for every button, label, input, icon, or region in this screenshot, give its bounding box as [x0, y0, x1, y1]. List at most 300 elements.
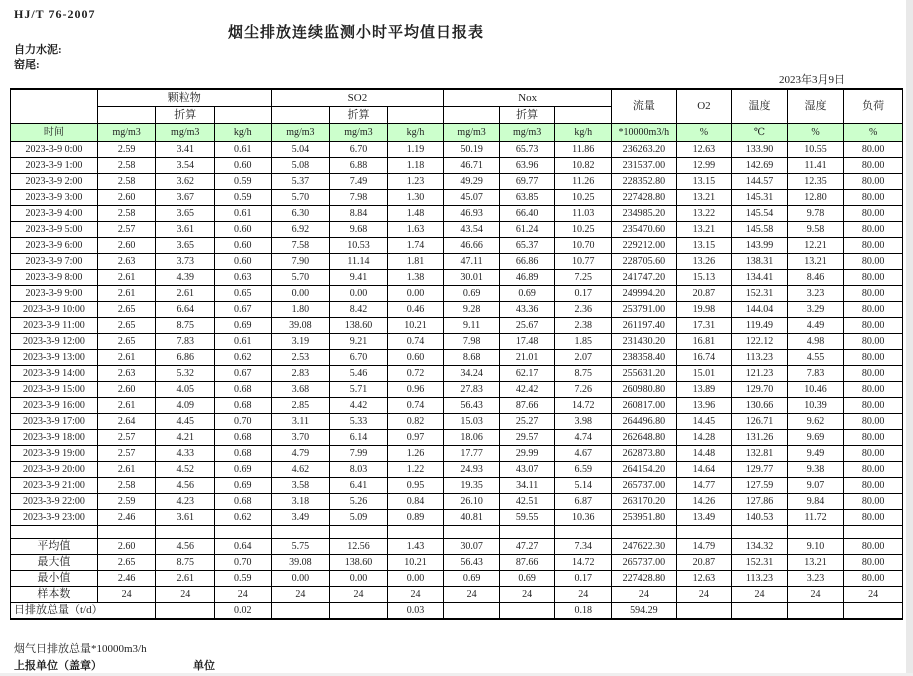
value-cell: 80.00	[844, 190, 903, 206]
table-row	[11, 478, 903, 494]
footer-unit-label: 单位	[193, 660, 215, 672]
value-cell: 3.61	[156, 510, 215, 526]
blank-cell	[444, 526, 500, 539]
daily-total-row	[11, 603, 903, 620]
value-cell: 47.27	[499, 539, 555, 555]
value-cell: 3.58	[271, 478, 330, 494]
table-row	[11, 318, 903, 334]
value-cell: 2.57	[97, 430, 156, 446]
value-cell: 9.07	[787, 478, 844, 494]
value-cell: 6.86	[156, 350, 215, 366]
table-row	[11, 430, 903, 446]
value-cell: 25.67	[499, 318, 555, 334]
value-cell: 61.24	[499, 222, 555, 238]
blank-cell	[555, 526, 612, 539]
blank-cell	[612, 526, 677, 539]
value-cell: 231430.20	[612, 334, 677, 350]
value-cell: 9.41	[330, 270, 388, 286]
time-cell: 2023-3-9 2:00	[11, 174, 98, 190]
value-cell: 80.00	[844, 302, 903, 318]
table-row	[11, 494, 903, 510]
value-cell: 13.49	[676, 510, 732, 526]
value-cell: 8.84	[330, 206, 388, 222]
value-cell: 10.53	[330, 238, 388, 254]
value-cell: 144.57	[732, 174, 788, 190]
unit-header-cell: %	[676, 124, 732, 142]
value-cell: 1.63	[387, 222, 444, 238]
value-cell: 249994.20	[612, 286, 677, 302]
value-cell: 4.45	[156, 414, 215, 430]
value-cell: 2.38	[555, 318, 612, 334]
time-cell: 2023-3-9 7:00	[11, 254, 98, 270]
time-cell: 2023-3-9 12:00	[11, 334, 98, 350]
time-cell: 2023-3-9 10:00	[11, 302, 98, 318]
value-cell: 19.98	[676, 302, 732, 318]
value-cell: 0.60	[215, 238, 272, 254]
value-cell: 113.23	[732, 571, 788, 587]
value-cell: 9.49	[787, 446, 844, 462]
value-cell: 5.08	[271, 158, 330, 174]
value-cell: 262648.80	[612, 430, 677, 446]
value-cell: 2.63	[97, 366, 156, 382]
unit-header-cell: mg/m3	[97, 124, 156, 142]
value-cell: 13.96	[676, 398, 732, 414]
value-cell: 0.69	[444, 286, 500, 302]
value-cell: 2.58	[97, 158, 156, 174]
value-cell: 62.17	[499, 366, 555, 382]
value-cell: 47.11	[444, 254, 500, 270]
value-cell: 0.82	[387, 414, 444, 430]
value-cell: 2.59	[97, 142, 156, 158]
value-cell: 15.01	[676, 366, 732, 382]
standard-code: HJ/T 76-2007	[14, 7, 96, 21]
blank-cell	[555, 107, 612, 124]
value-cell: 7.25	[555, 270, 612, 286]
value-cell: 63.85	[499, 190, 555, 206]
value-cell: 8.42	[330, 302, 388, 318]
report-date: 2023年3月9日	[779, 74, 845, 86]
table-row	[11, 286, 903, 302]
value-cell: 80.00	[844, 174, 903, 190]
value-cell: 253791.00	[612, 302, 677, 318]
table-row	[11, 334, 903, 350]
value-cell: 10.21	[387, 555, 444, 571]
value-cell: 20.87	[676, 286, 732, 302]
value-cell: 80.00	[844, 414, 903, 430]
value-cell: 0.63	[215, 270, 272, 286]
value-cell: 24	[732, 587, 788, 603]
value-cell: 4.62	[271, 462, 330, 478]
value-cell: 2.65	[97, 555, 156, 571]
value-cell: 0.61	[215, 206, 272, 222]
value-cell: 26.10	[444, 494, 500, 510]
value-cell: 13.21	[676, 190, 732, 206]
value-cell: 6.92	[271, 222, 330, 238]
value-cell: 80.00	[844, 366, 903, 382]
value-cell: 113.23	[732, 350, 788, 366]
table-row	[11, 206, 903, 222]
value-cell: 80.00	[844, 318, 903, 334]
value-cell: 87.66	[499, 398, 555, 414]
value-cell: 2.61	[97, 270, 156, 286]
value-cell: 14.26	[676, 494, 732, 510]
time-cell: 2023-3-9 21:00	[11, 478, 98, 494]
value-cell: 24.93	[444, 462, 500, 478]
blank-cell	[444, 107, 500, 124]
value-cell: 29.99	[499, 446, 555, 462]
time-cell: 2023-3-9 4:00	[11, 206, 98, 222]
time-cell: 2023-3-9 18:00	[11, 430, 98, 446]
value-cell: 4.23	[156, 494, 215, 510]
table-row	[11, 158, 903, 174]
value-cell: 0.17	[555, 571, 612, 587]
value-cell: 0.59	[215, 190, 272, 206]
value-cell: 4.33	[156, 446, 215, 462]
value-cell: 56.43	[444, 398, 500, 414]
blank-cell	[787, 526, 844, 539]
value-cell: 30.01	[444, 270, 500, 286]
value-cell	[156, 603, 215, 620]
value-cell: 9.84	[787, 494, 844, 510]
value-cell	[271, 603, 330, 620]
value-cell: 8.68	[444, 350, 500, 366]
value-cell: 2.64	[97, 414, 156, 430]
blank-cell	[499, 526, 555, 539]
time-cell: 2023-3-9 17:00	[11, 414, 98, 430]
value-cell: 0.69	[444, 571, 500, 587]
value-cell: 130.66	[732, 398, 788, 414]
value-cell: 11.41	[787, 158, 844, 174]
value-cell: 46.93	[444, 206, 500, 222]
value-cell: 0.84	[387, 494, 444, 510]
value-cell: 265737.00	[612, 478, 677, 494]
table-row	[11, 238, 903, 254]
value-cell: 10.55	[787, 142, 844, 158]
value-cell: 10.77	[555, 254, 612, 270]
value-cell: 1.48	[387, 206, 444, 222]
value-cell: 1.18	[387, 158, 444, 174]
value-cell: 30.07	[444, 539, 500, 555]
value-cell: 0.00	[330, 286, 388, 302]
value-cell: 7.83	[787, 366, 844, 382]
report-table	[10, 88, 903, 620]
table-row	[11, 174, 903, 190]
value-cell: 121.23	[732, 366, 788, 382]
value-cell: 126.71	[732, 414, 788, 430]
group-flow: 流量	[612, 89, 677, 124]
value-cell: 2.61	[156, 286, 215, 302]
time-cell: 2023-3-9 13:00	[11, 350, 98, 366]
time-cell: 2023-3-9 1:00	[11, 158, 98, 174]
value-cell: 0.67	[215, 366, 272, 382]
table-row	[11, 190, 903, 206]
value-cell: 0.74	[387, 398, 444, 414]
value-cell: 0.68	[215, 446, 272, 462]
value-cell: 142.69	[732, 158, 788, 174]
value-cell: 1.38	[387, 270, 444, 286]
value-cell: 24	[844, 587, 903, 603]
time-header-spacer	[11, 89, 98, 124]
unit-header-cell: mg/m3	[499, 124, 555, 142]
value-cell: 0.00	[271, 571, 330, 587]
value-cell: 24	[555, 587, 612, 603]
value-cell: 1.80	[271, 302, 330, 318]
time-cell: 2023-3-9 3:00	[11, 190, 98, 206]
value-cell: 2.83	[271, 366, 330, 382]
value-cell: 9.38	[787, 462, 844, 478]
header-units-row	[11, 124, 903, 142]
value-cell: 264154.20	[612, 462, 677, 478]
value-cell: 129.77	[732, 462, 788, 478]
page-right-edge	[906, 0, 913, 676]
value-cell: 39.08	[271, 555, 330, 571]
value-cell: 0.97	[387, 430, 444, 446]
value-cell: 5.37	[271, 174, 330, 190]
value-cell: 265737.00	[612, 555, 677, 571]
value-cell: 6.14	[330, 430, 388, 446]
blank-cell	[215, 526, 272, 539]
value-cell: 3.41	[156, 142, 215, 158]
value-cell: 43.07	[499, 462, 555, 478]
value-cell: 9.62	[787, 414, 844, 430]
value-cell: 3.65	[156, 238, 215, 254]
value-cell: 7.99	[330, 446, 388, 462]
blank-cell	[732, 526, 788, 539]
value-cell: 2.85	[271, 398, 330, 414]
value-cell: 127.59	[732, 478, 788, 494]
value-cell: 87.66	[499, 555, 555, 571]
unit-header-cell: %	[787, 124, 844, 142]
value-cell: 0.96	[387, 382, 444, 398]
value-cell: 11.14	[330, 254, 388, 270]
value-cell: 152.31	[732, 286, 788, 302]
value-cell: 80.00	[844, 254, 903, 270]
value-cell: 247622.30	[612, 539, 677, 555]
value-cell: 2.58	[97, 174, 156, 190]
value-cell: 11.03	[555, 206, 612, 222]
value-cell: 3.65	[156, 206, 215, 222]
value-cell: 2.60	[97, 382, 156, 398]
group-temperature: 温度	[732, 89, 788, 124]
value-cell: 56.43	[444, 555, 500, 571]
value-cell: 5.04	[271, 142, 330, 158]
value-cell: 4.49	[787, 318, 844, 334]
value-cell: 0.69	[215, 462, 272, 478]
unit-header-cell: ℃	[732, 124, 788, 142]
value-cell: 261197.40	[612, 318, 677, 334]
value-cell: 2.61	[97, 462, 156, 478]
value-cell: 12.63	[676, 571, 732, 587]
value-cell: 21.01	[499, 350, 555, 366]
value-cell: 3.68	[271, 382, 330, 398]
value-cell: 145.31	[732, 190, 788, 206]
value-cell: 12.35	[787, 174, 844, 190]
value-cell: 10.25	[555, 222, 612, 238]
value-cell: 24	[156, 587, 215, 603]
blank-cell	[97, 107, 156, 124]
blank-cell	[97, 526, 156, 539]
table-row	[11, 446, 903, 462]
value-cell: 80.00	[844, 350, 903, 366]
value-cell: 4.79	[271, 446, 330, 462]
value-cell: 0.68	[215, 430, 272, 446]
value-cell: 140.53	[732, 510, 788, 526]
value-cell: 138.60	[330, 555, 388, 571]
value-cell: 2.59	[97, 494, 156, 510]
value-cell: 80.00	[844, 238, 903, 254]
unit-header-cell: *10000m3/h	[612, 124, 677, 142]
value-cell: 16.74	[676, 350, 732, 366]
value-cell: 6.88	[330, 158, 388, 174]
value-cell: 80.00	[844, 398, 903, 414]
group-so2: SO2	[271, 89, 444, 107]
value-cell: 10.39	[787, 398, 844, 414]
value-cell: 80.00	[844, 142, 903, 158]
value-cell: 34.11	[499, 478, 555, 494]
value-cell: 17.31	[676, 318, 732, 334]
value-cell: 0.61	[215, 334, 272, 350]
value-cell: 9.28	[444, 302, 500, 318]
group-load: 负荷	[844, 89, 903, 124]
table-row	[11, 382, 903, 398]
value-cell: 1.23	[387, 174, 444, 190]
time-cell: 2023-3-9 9:00	[11, 286, 98, 302]
value-cell: 0.69	[215, 318, 272, 334]
value-cell: 3.98	[555, 414, 612, 430]
value-cell: 594.29	[612, 603, 677, 620]
value-cell: 0.18	[555, 603, 612, 620]
value-cell: 80.00	[844, 462, 903, 478]
value-cell: 122.12	[732, 334, 788, 350]
value-cell: 7.49	[330, 174, 388, 190]
value-cell	[732, 603, 788, 620]
value-cell: 132.81	[732, 446, 788, 462]
value-cell: 24	[444, 587, 500, 603]
value-cell: 0.69	[215, 478, 272, 494]
value-cell: 15.03	[444, 414, 500, 430]
blank-cell	[387, 107, 444, 124]
converted-label-so2: 折算	[330, 107, 388, 124]
value-cell: 24	[97, 587, 156, 603]
value-cell: 80.00	[844, 334, 903, 350]
value-cell: 24	[676, 587, 732, 603]
value-cell: 16.81	[676, 334, 732, 350]
value-cell: 19.35	[444, 478, 500, 494]
value-cell: 12.63	[676, 142, 732, 158]
value-cell	[330, 603, 388, 620]
value-cell: 24	[215, 587, 272, 603]
value-cell: 236263.20	[612, 142, 677, 158]
unit-header-cell: mg/m3	[156, 124, 215, 142]
value-cell: 0.46	[387, 302, 444, 318]
value-cell: 144.04	[732, 302, 788, 318]
value-cell: 0.64	[215, 539, 272, 555]
value-cell: 2.61	[97, 398, 156, 414]
value-cell: 2.61	[97, 286, 156, 302]
unit-header-cell: mg/m3	[330, 124, 388, 142]
value-cell: 2.63	[97, 254, 156, 270]
value-cell: 11.72	[787, 510, 844, 526]
value-cell: 2.46	[97, 571, 156, 587]
summary-label-cell: 样本数	[11, 587, 98, 603]
table-row	[11, 302, 903, 318]
value-cell: 6.41	[330, 478, 388, 494]
value-cell: 1.43	[387, 539, 444, 555]
value-cell: 255631.20	[612, 366, 677, 382]
value-cell: 1.30	[387, 190, 444, 206]
value-cell: 9.11	[444, 318, 500, 334]
value-cell: 0.70	[215, 555, 272, 571]
value-cell: 6.70	[330, 142, 388, 158]
value-cell: 3.61	[156, 222, 215, 238]
table-row	[11, 222, 903, 238]
value-cell: 80.00	[844, 571, 903, 587]
blank-cell	[330, 526, 388, 539]
value-cell: 63.96	[499, 158, 555, 174]
blank-cell	[156, 526, 215, 539]
value-cell: 5.32	[156, 366, 215, 382]
value-cell: 14.48	[676, 446, 732, 462]
value-cell: 9.58	[787, 222, 844, 238]
table-row	[11, 350, 903, 366]
value-cell: 3.18	[271, 494, 330, 510]
blank-cell	[11, 526, 98, 539]
value-cell: 4.21	[156, 430, 215, 446]
value-cell: 65.37	[499, 238, 555, 254]
value-cell: 0.60	[215, 158, 272, 174]
value-cell: 4.09	[156, 398, 215, 414]
value-cell: 11.86	[555, 142, 612, 158]
value-cell: 241747.20	[612, 270, 677, 286]
summary-row	[11, 539, 903, 555]
summary-row	[11, 571, 903, 587]
value-cell: 3.19	[271, 334, 330, 350]
value-cell: 0.95	[387, 478, 444, 494]
value-cell: 260817.00	[612, 398, 677, 414]
converted-label-nox: 折算	[499, 107, 555, 124]
value-cell: 2.58	[97, 478, 156, 494]
value-cell: 50.19	[444, 142, 500, 158]
value-cell: 80.00	[844, 446, 903, 462]
value-cell: 13.26	[676, 254, 732, 270]
value-cell	[787, 603, 844, 620]
time-cell: 2023-3-9 22:00	[11, 494, 98, 510]
value-cell: 66.86	[499, 254, 555, 270]
value-cell: 2.57	[97, 222, 156, 238]
value-cell: 2.46	[97, 510, 156, 526]
value-cell: 24	[499, 587, 555, 603]
value-cell: 10.36	[555, 510, 612, 526]
value-cell: 15.13	[676, 270, 732, 286]
value-cell: 4.56	[156, 539, 215, 555]
summary-label-cell: 最小值	[11, 571, 98, 587]
value-cell: 0.65	[215, 286, 272, 302]
value-cell: 127.86	[732, 494, 788, 510]
value-cell: 24	[612, 587, 677, 603]
value-cell: 2.65	[97, 302, 156, 318]
summary-row	[11, 555, 903, 571]
value-cell: 0.59	[215, 174, 272, 190]
value-cell: 0.02	[215, 603, 272, 620]
unit-header-cell: mg/m3	[271, 124, 330, 142]
value-cell: 80.00	[844, 382, 903, 398]
value-cell: 8.75	[156, 555, 215, 571]
value-cell: 13.15	[676, 238, 732, 254]
value-cell: 264496.80	[612, 414, 677, 430]
value-cell: 4.52	[156, 462, 215, 478]
value-cell: 7.98	[330, 190, 388, 206]
value-cell: 0.69	[499, 571, 555, 587]
